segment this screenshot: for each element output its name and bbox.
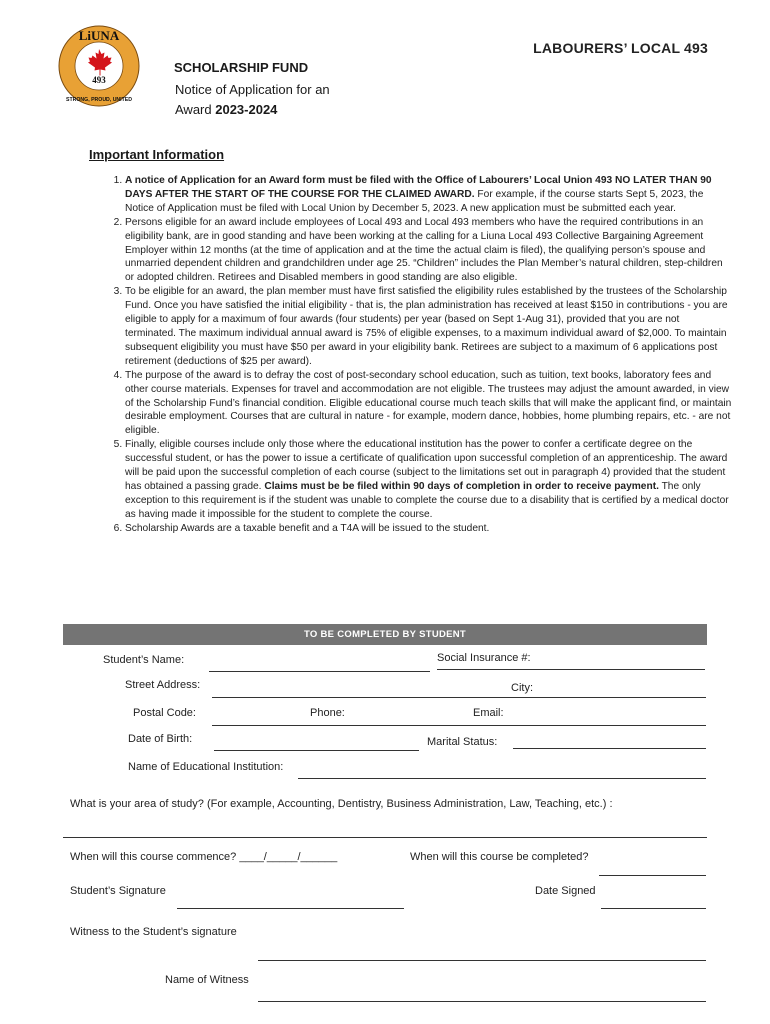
course-completed-field[interactable] bbox=[599, 875, 706, 876]
svg-text:STRONG, PROUD, UNITED: STRONG, PROUD, UNITED bbox=[66, 97, 132, 103]
street-address-field[interactable] bbox=[212, 697, 706, 698]
info-item-2-text: Persons eligible for an award include employees of Local 493 and Local 493 members who have the required contributions in an eligibility bank, are in good standing and have been working at the calling for a Liuna Local 493 Collective Bargaining Agreement Employer within 12 months (at the time of application and at the time the actual claim is filed), the qualifying person’s spouse and unmarried dependent children and grandchildren under age 25. “Children” includes the Plan Member’s natural children, step-children or adopted children. Retirees and Disabled members in good standing are also eligible. bbox=[125, 216, 723, 284]
svg-text:LiUNA: LiUNA bbox=[78, 28, 120, 43]
city-label: City: bbox=[511, 682, 533, 694]
fund-title: SCHOLARSHIP FUND bbox=[174, 60, 309, 75]
info-item-2 bbox=[125, 216, 733, 286]
info-item-1 bbox=[125, 174, 733, 216]
info-item-5-text: Finally, eligible courses include only those where the educational institution has the power to confer a certificate degree on the successful student, or has the power to issue a certificate of qualification upon successful completion of an apprenticeship. The award will be paid upon the successful completion of each course (subject to the limitations set out in paragraph 4) provided that the student has obtained a passing grade. bbox=[125, 439, 728, 492]
postal-code-label: Postal Code: bbox=[133, 707, 196, 719]
notice-award-word: Award bbox=[175, 102, 216, 117]
witness-signature-field[interactable] bbox=[258, 960, 706, 961]
date-signed-field[interactable] bbox=[601, 908, 706, 909]
course-completed-label: When will this course be completed? bbox=[410, 851, 589, 863]
student-signature-label: Student’s Signature bbox=[70, 885, 166, 897]
liuna-logo bbox=[58, 25, 140, 107]
info-item-1-text: For example, if the course starts Sept 5, 2023, the Notice of Application must be filed with Local Union by December 5, 2023. A new application must be submitted each year. bbox=[125, 188, 704, 214]
students-name-label: Student’s Name: bbox=[103, 654, 185, 666]
info-item-4 bbox=[125, 369, 733, 439]
area-of-study-label: What is your area of study? (For example, Accounting, Dentistry, Business Administration, Law, Teaching, etc.) : bbox=[70, 798, 613, 810]
students-name-field[interactable] bbox=[209, 671, 430, 672]
info-item-4-text: The purpose of the award is to defray the cost of post-secondary school education, such as tuition, text books, laboratory fees and other course materials. Expenses for travel and accommodation are not eligible. The trustees may adjust the amount awarded, in view of the Scholarship Fund’s financial condition. Eligible educational course much teach skills that will make the applicant find, or maintain desirable employment. Courses that are cultural in nature - for example, modern dance, hobbies, home plumbing repairs, etc. - are not eligible. bbox=[125, 369, 732, 437]
area-of-study-field[interactable] bbox=[63, 837, 707, 838]
important-info-heading: Important Information bbox=[89, 147, 225, 162]
phone-label: Phone: bbox=[310, 707, 345, 719]
date-of-birth-field[interactable] bbox=[214, 750, 419, 751]
witness-name-field[interactable] bbox=[258, 1001, 706, 1002]
postal-phone-email-field[interactable] bbox=[212, 725, 706, 726]
marital-status-label: Marital Status: bbox=[427, 736, 498, 748]
notice-line-2 bbox=[175, 100, 330, 120]
email-label: Email: bbox=[473, 707, 504, 719]
notice-subtitle bbox=[175, 80, 330, 120]
info-item-5 bbox=[125, 438, 733, 521]
org-name: LABOURERS’ LOCAL 493 bbox=[533, 40, 708, 56]
student-section-banner: TO BE COMPLETED BY STUDENT bbox=[63, 624, 707, 645]
institution-field[interactable] bbox=[298, 778, 706, 779]
info-item-6-text: Scholarship Awards are a taxable benefit and a T4A will be issued to the student. bbox=[125, 522, 490, 534]
notice-line-1: Notice of Application for an bbox=[175, 82, 330, 97]
date-signed-label: Date Signed bbox=[535, 885, 596, 897]
institution-label: Name of Educational Institution: bbox=[128, 761, 284, 773]
sin-label: Social Insurance #: bbox=[437, 652, 531, 664]
info-item-5-text-2: The only exception to this requirement is if the student was unable to complete the course due to a disability that is certified by a medical doctor as having made it impossible for the student to complete the course. bbox=[125, 480, 729, 520]
student-signature-field[interactable] bbox=[177, 908, 404, 909]
witness-name-label: Name of Witness bbox=[165, 974, 249, 986]
award-years: 2023-2024 bbox=[215, 102, 278, 117]
witness-signature-label: Witness to the Student’s signature bbox=[70, 926, 237, 938]
info-item-3-text: To be eligible for an award, the plan member must have first satisfied the eligibility rules established by the trustees of the Scholarship Fund. Once you have satisfied the initial eligibility - that is, the plan administration has received at least $150 in contributions - you are eligible to apply for a maximum of four awards (four students) per year (based on Sept 1-Aug 31), provided that you are not terminated. The maximum individual annual award is 75% of eligible expenses, to a maximum individual award of $2,000. To maintain subsequent eligibility you must have $50 per award in your eligibility bank. Retirees are subject to a maximum of 6 applications post retirement (deductions of $25 per award). bbox=[125, 286, 728, 367]
info-item-1-bold: A notice of Application for an Award form must be filed with the Office of Labourers’ Local Union 493 NO LATER THAN 90 DAYS AFTER THE START OF THE COURSE FOR THE CLAIMED AWARD. bbox=[125, 175, 712, 200]
info-item-3 bbox=[125, 285, 733, 368]
street-address-label: Street Address: bbox=[125, 679, 201, 691]
sin-field[interactable] bbox=[437, 669, 705, 670]
important-info-list bbox=[80, 174, 733, 536]
marital-status-field[interactable] bbox=[513, 748, 706, 749]
svg-text:493: 493 bbox=[92, 75, 106, 85]
info-item-6 bbox=[125, 522, 733, 536]
course-commence-label: When will this course commence? ____/_____/______ bbox=[70, 851, 338, 863]
date-of-birth-label: Date of Birth: bbox=[128, 733, 193, 745]
info-item-5-bold: Claims must be be filed within 90 days of completion in order to receive payment. bbox=[264, 480, 659, 492]
